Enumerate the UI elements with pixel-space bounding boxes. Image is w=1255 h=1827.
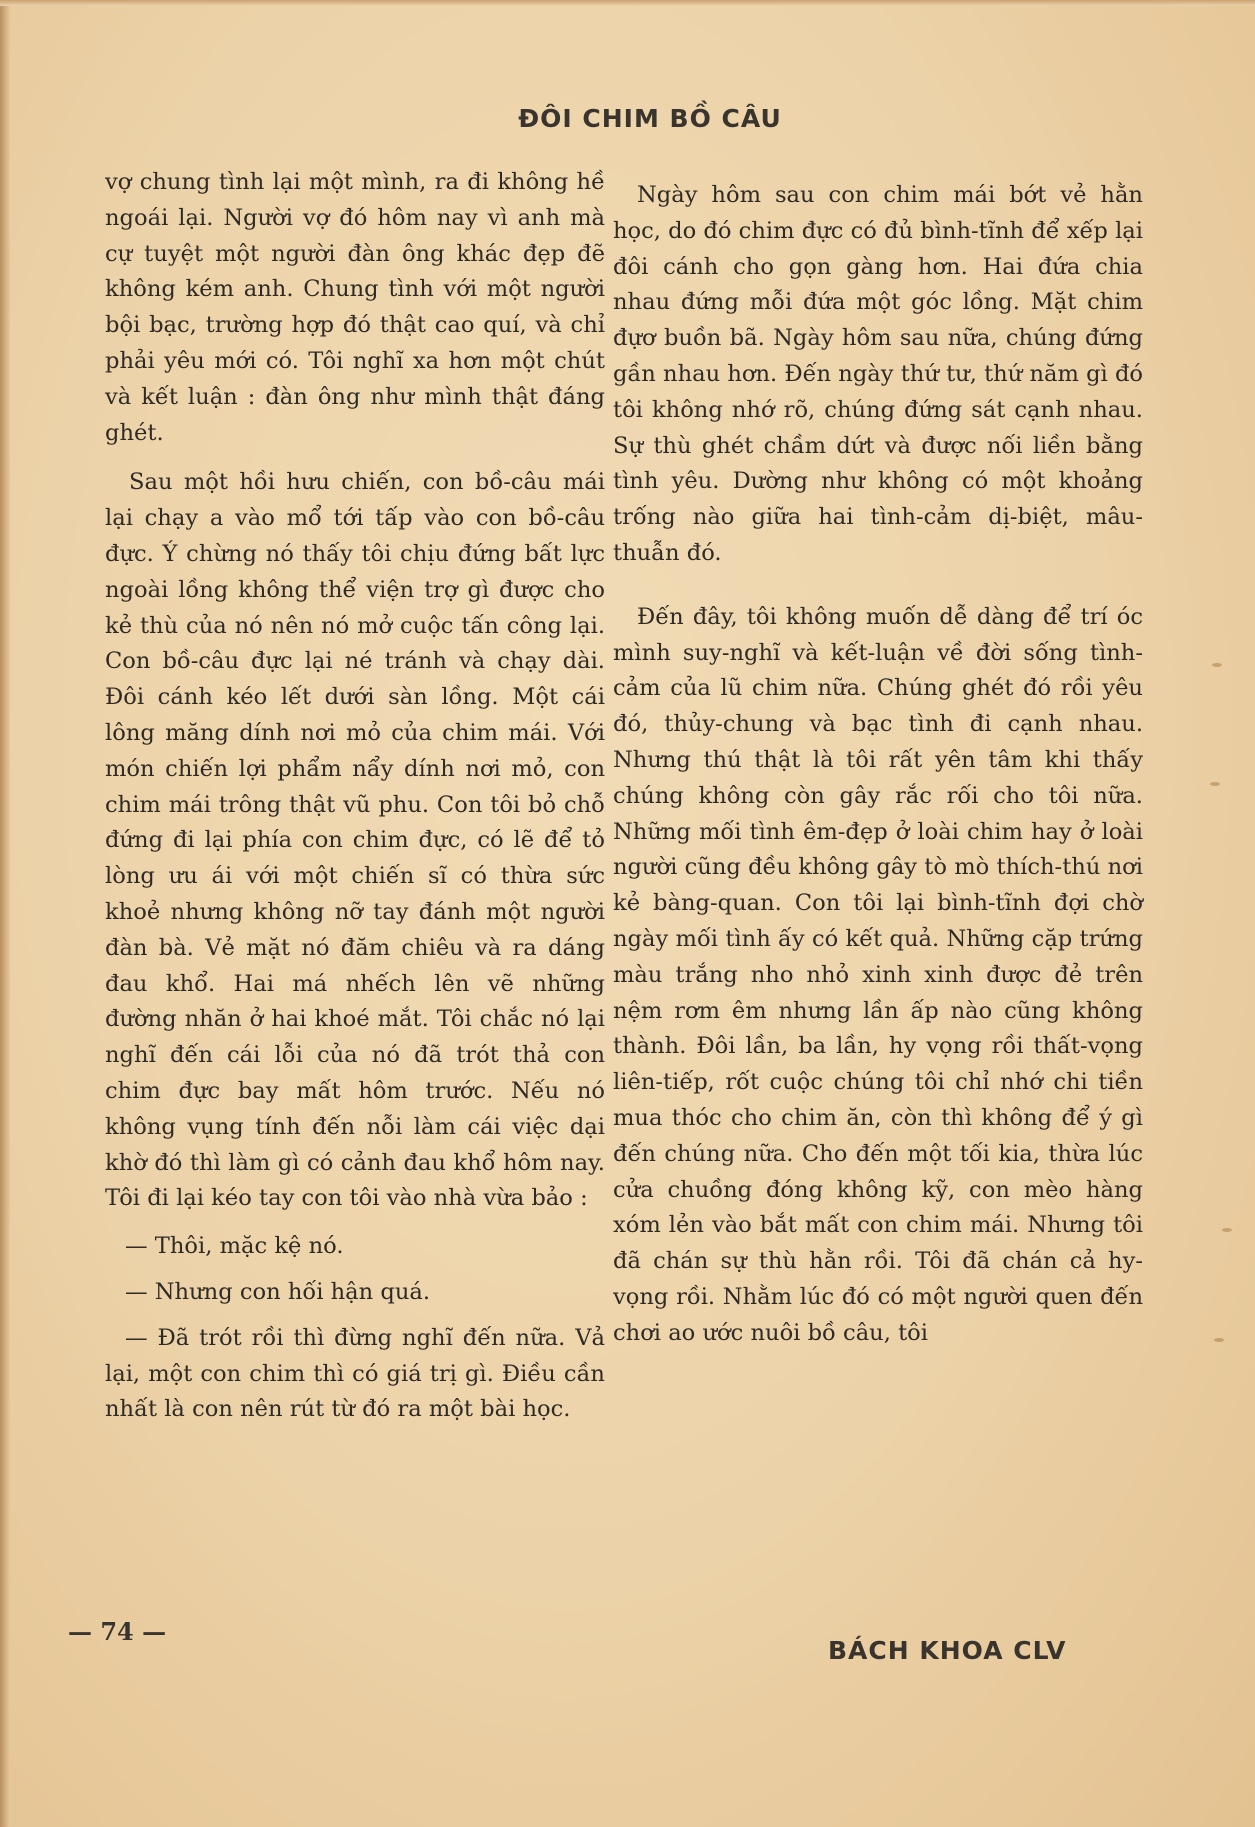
right-paragraph-1: Ngày hôm sau con chim mái bớt vẻ hằn học, do đó chim đực có đủ bình-tĩnh để xếp lại đôi cánh cho gọn gàng hơn. Hai đứa chia nhau đứng mỗi đứa một góc lồng. Mặt chim đựơ buồn bã. Ngày hôm sau nữa, chúng đứng gần nhau hơn. Đến ngày thứ tư, thứ năm gì đó tôi không nhớ rõ, chúng đứng sát cạnh nhau. Sự thù ghét chầm dứt và được nối liền bằng tình yêu. Dường như không có một khoảng trống nào giữa hai tình-cảm dị-biệt, mâu-thuẫn đó. bbox=[613, 182, 1144, 566]
publication-footer: BÁCH KHOA CLV bbox=[828, 1636, 1067, 1665]
page-edge-left bbox=[0, 0, 10, 1827]
dialogue-line-3: — Đã trót rồi thì đừng nghĩ đến nữa. Vả lại, một con chim thì có giá trị gì. Điều cần nhất là con nên rút từ đó ra một bài học. bbox=[105, 1324, 605, 1423]
left-paragraph-1: vợ chung tình lại một mình, ra đi không hề ngoái lại. Người vợ đó hôm nay vì anh mà cự tuyệt một người đàn ông khác đẹp đẽ không kém anh. Chung tình với một người bội bạc, trường hợp đó thật cao quí, và chỉ phải yêu mới có. Tôi nghĩ xa hơn một chút và kết luận : đàn ông như mình thật đáng ghét. bbox=[105, 169, 605, 446]
dialogue-line-1: — Thôi, mặc kệ nó. bbox=[125, 1233, 344, 1260]
page-edge-top bbox=[0, 0, 1255, 6]
paper-spot bbox=[1212, 663, 1222, 667]
left-column bbox=[105, 165, 605, 1428]
running-head-title: ĐÔI CHIM BỒ CÂU bbox=[518, 104, 782, 133]
paper-spot bbox=[1210, 782, 1220, 786]
paper-spot bbox=[1222, 1228, 1232, 1232]
dialogue-line-2: — Nhưng con hối hận quá. bbox=[125, 1278, 431, 1305]
right-paragraph-2: Đến đây, tôi không muốn dễ dàng để trí óc mình suy-nghĩ và kết-luận về đời sống tình-cảm của lũ chim nữa. Chúng ghét đó rồi yêu đó, thủy-chung và bạc tình đi cạnh nhau. Nhưng thú thật là tôi rất yên tâm khi thấy chúng không còn gây rắc rối cho tôi nữa. Những mối tình êm-đẹp ở loài chim hay ở loài người cũng đều không gây tò mò thích-thú nơi kẻ bàng-quan. Con tôi lại bình-tĩnh đợi chờ ngày mối tình ấy có kết quả. Những cặp trứng màu trắng nho nhỏ xinh xinh được đẻ trên nệm rơm êm nhưng lần ấp nào cũng không thành. Đôi lần, ba lần, hy vọng rồi thất-vọng liên-tiếp, rốt cuộc chúng tôi chỉ nhớ chi tiền mua thóc cho chim ăn, còn thì không để ý gì đến chúng nữa. Cho đến một tối kia, thừa lúc cửa chuồng đóng không kỹ, con mèo hàng xóm lẻn vào bắt mất con chim mái. Nhưng tôi đã chán sự thù hằn rồi. Tôi đã chán cả hy-vọng rồi. Nhằm lúc đó có một người quen đến chơi ao ước nuôi bồ câu, tôi bbox=[613, 603, 1143, 1346]
right-column bbox=[613, 178, 1143, 1352]
left-paragraph-2: Sau một hồi hưu chiến, con bồ-câu mái lại chạy a vào mổ tới tấp vào con bồ-câu đực. Ý chừng nó thấy tôi chịu đứng bất lực ngoài lồng không thể viện trợ gì được cho kẻ thù của nó nên nó mở cuộc tấn công lại. Con bồ-câu đực lại né tránh và chạy dài. Đôi cánh kéo lết dưới sàn lồng. Một cái lông măng dính nơi mỏ của chim mái. Với món chiến lợi phẩm nẩy dính nơi mỏ, con chim mái trông thật vũ phu. Con tôi bỏ chỗ đứng đi lại phía con chim đực, có lẽ để tỏ lòng ưu ái với một chiến sĩ có thừa sức khoẻ nhưng không nỡ tay đánh một người đàn bà. Vẻ mặt nó đăm chiêu và ra dáng đau khổ. Hai má nhếch lên vẽ những đường nhăn ở hai khoé mắt. Tôi chắc nó lại nghĩ đến cái lỗi của nó đã trót thả con chim đực bay mất hôm trước. Nếu nó không vụng tính đến nỗi làm cái việc dại khờ đó thì làm gì có cảnh đau khổ hôm nay. Tôi đi lại kéo tay con tôi vào nhà vừa bảo : bbox=[105, 469, 605, 1212]
paper-spot bbox=[1214, 1338, 1224, 1342]
page-number: — 74 — bbox=[68, 1617, 167, 1646]
